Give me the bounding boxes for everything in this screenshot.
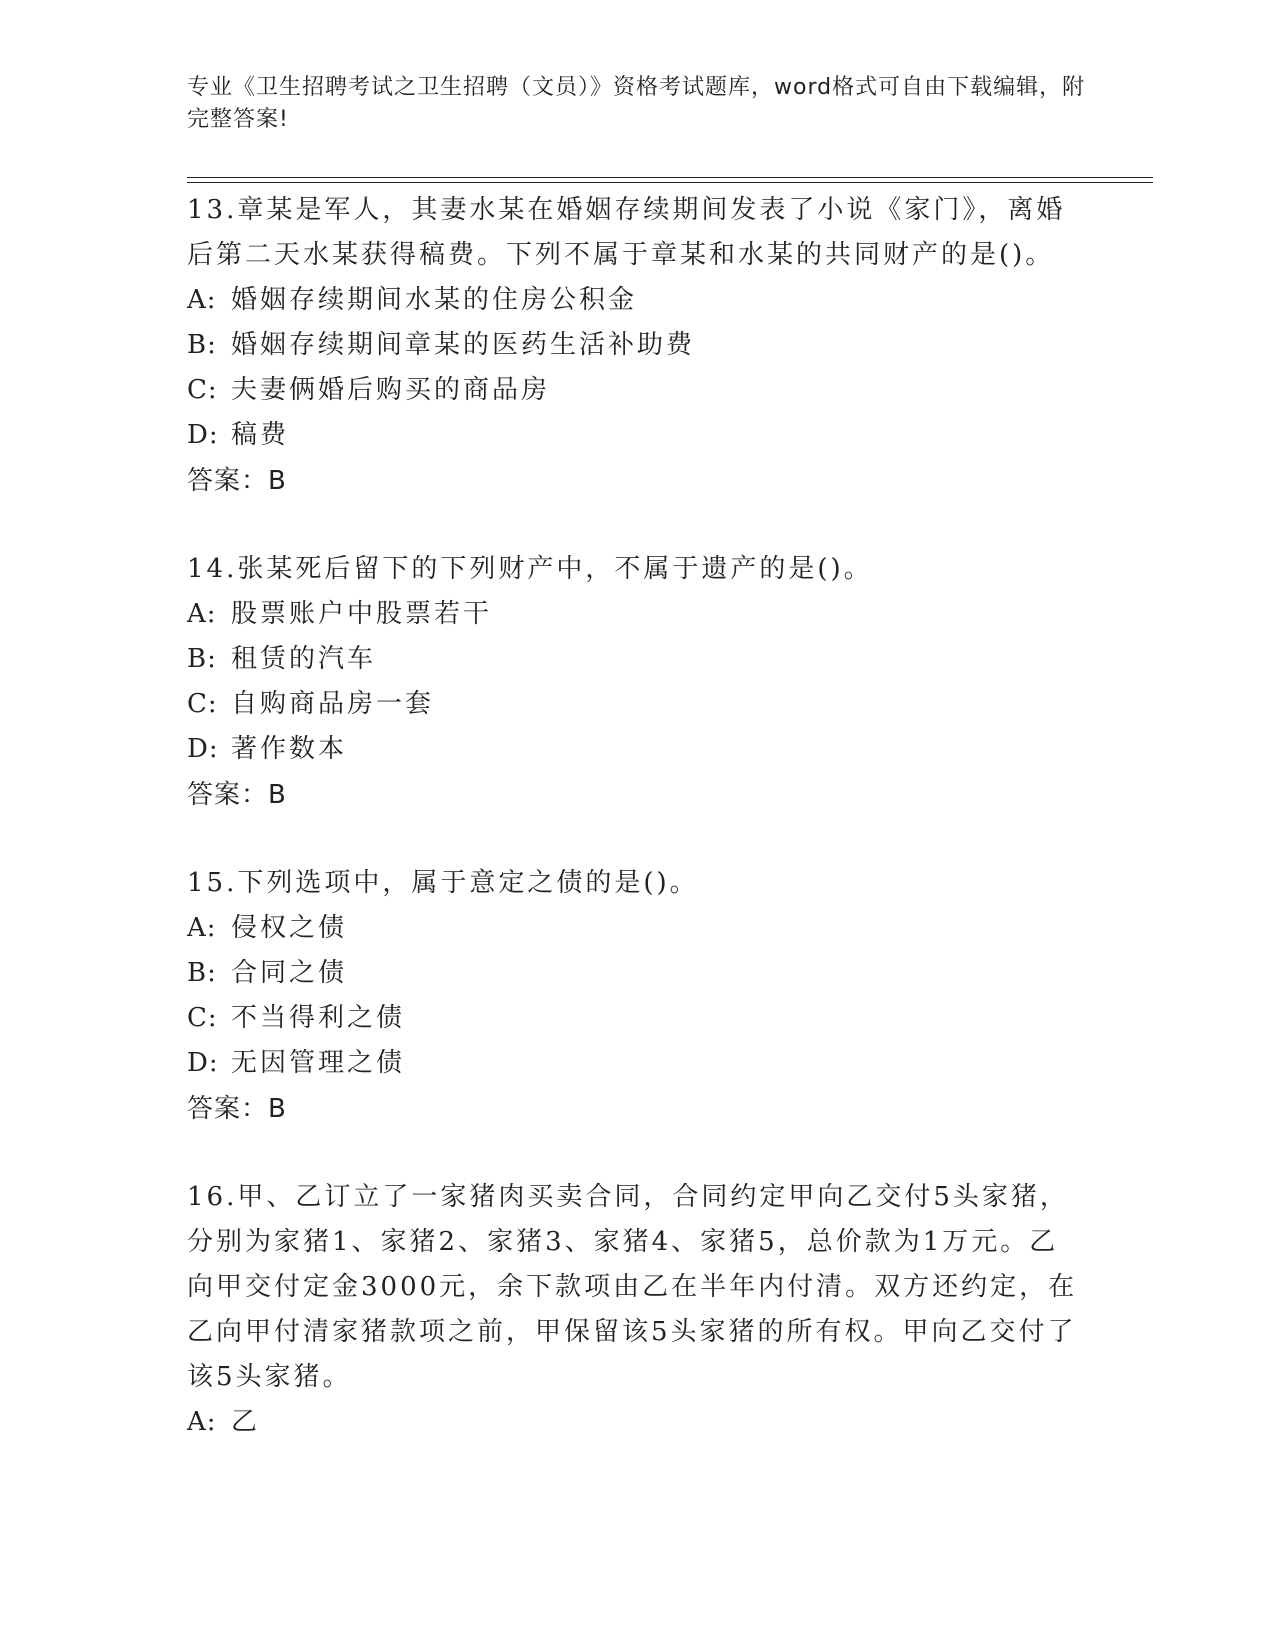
question-15 xyxy=(187,861,1087,1132)
answer-line: 答案：B xyxy=(187,780,287,810)
option-text: 婚姻存续期间水某的住房公积金 xyxy=(231,285,638,315)
option-letter: C: xyxy=(187,375,218,405)
option-text: 股票账户中股票若干 xyxy=(231,599,493,629)
option-text: 夫妻俩婚后购买的商品房 xyxy=(231,375,551,405)
option-text: 无因管理之债 xyxy=(231,1048,406,1078)
option-letter: A: xyxy=(187,599,217,629)
answer-line: 答案：B xyxy=(187,1094,287,1124)
option-d xyxy=(187,727,1087,772)
option-a xyxy=(187,906,1087,951)
option-b xyxy=(187,323,1087,368)
option-letter: A: xyxy=(187,913,217,943)
question-list xyxy=(187,188,1087,1488)
option-text: 著作数本 xyxy=(231,734,348,764)
option-c xyxy=(187,682,1087,727)
option-letter: A: xyxy=(187,1407,217,1437)
option-a xyxy=(187,592,1087,637)
option-letter: B: xyxy=(187,330,217,360)
question-stem: 13.章某是军人，其妻水某在婚姻存续期间发表了小说《家门》，离婚后第二天水某获得稿费。下列不属于章某和水某的共同财产的是()。 xyxy=(187,195,1066,270)
option-text: 不当得利之债 xyxy=(231,1003,406,1033)
option-letter: C: xyxy=(187,1003,218,1033)
question-14 xyxy=(187,547,1087,818)
option-text: 婚姻存续期间章某的医药生活补助费 xyxy=(231,330,696,360)
question-stem: 14.张某死后留下的下列财产中，不属于遗产的是()。 xyxy=(187,554,873,584)
option-letter: C: xyxy=(187,689,218,719)
option-letter: B: xyxy=(187,958,217,988)
option-text: 合同之债 xyxy=(231,958,348,988)
document-header: 专业《卫生招聘考试之卫生招聘（文员）》资格考试题库，word格式可自由下载编辑，附完整答案! xyxy=(187,75,1086,132)
option-text: 乙 xyxy=(231,1407,261,1437)
option-letter: D: xyxy=(187,734,219,764)
option-d xyxy=(187,1041,1087,1086)
option-letter: D: xyxy=(187,420,219,450)
option-text: 自购商品房一套 xyxy=(231,689,435,719)
question-13 xyxy=(187,188,1087,504)
header-divider-bottom xyxy=(187,182,1153,183)
question-16 xyxy=(187,1175,1087,1445)
option-b xyxy=(187,951,1087,996)
question-stem: 15.下列选项中，属于意定之债的是()。 xyxy=(187,868,699,898)
option-c xyxy=(187,368,1087,413)
option-letter: B: xyxy=(187,644,217,674)
option-letter: A: xyxy=(187,285,217,315)
option-a xyxy=(187,278,1087,323)
option-a xyxy=(187,1400,1087,1445)
option-b xyxy=(187,637,1087,682)
question-stem: 16.甲、乙订立了一家猪肉买卖合同，合同约定甲向乙交付5头家猪，分别为家猪1、家猪2、家猪3、家猪4、家猪5，总价款为1万元。乙向甲交付定金3000元，余下款项由乙在半年内付清。双方还约定，在乙向甲付清家猪款项之前，甲保留该5头家猪的所有权。甲向乙交付了该5头家猪。 xyxy=(187,1182,1078,1392)
option-letter: D: xyxy=(187,1048,219,1078)
header-divider-top xyxy=(187,177,1153,178)
option-c xyxy=(187,996,1087,1041)
option-text: 侵权之债 xyxy=(231,913,348,943)
option-d xyxy=(187,413,1087,458)
option-text: 稿费 xyxy=(231,420,290,450)
answer-line: 答案：B xyxy=(187,466,287,496)
option-text: 租赁的汽车 xyxy=(231,644,377,674)
